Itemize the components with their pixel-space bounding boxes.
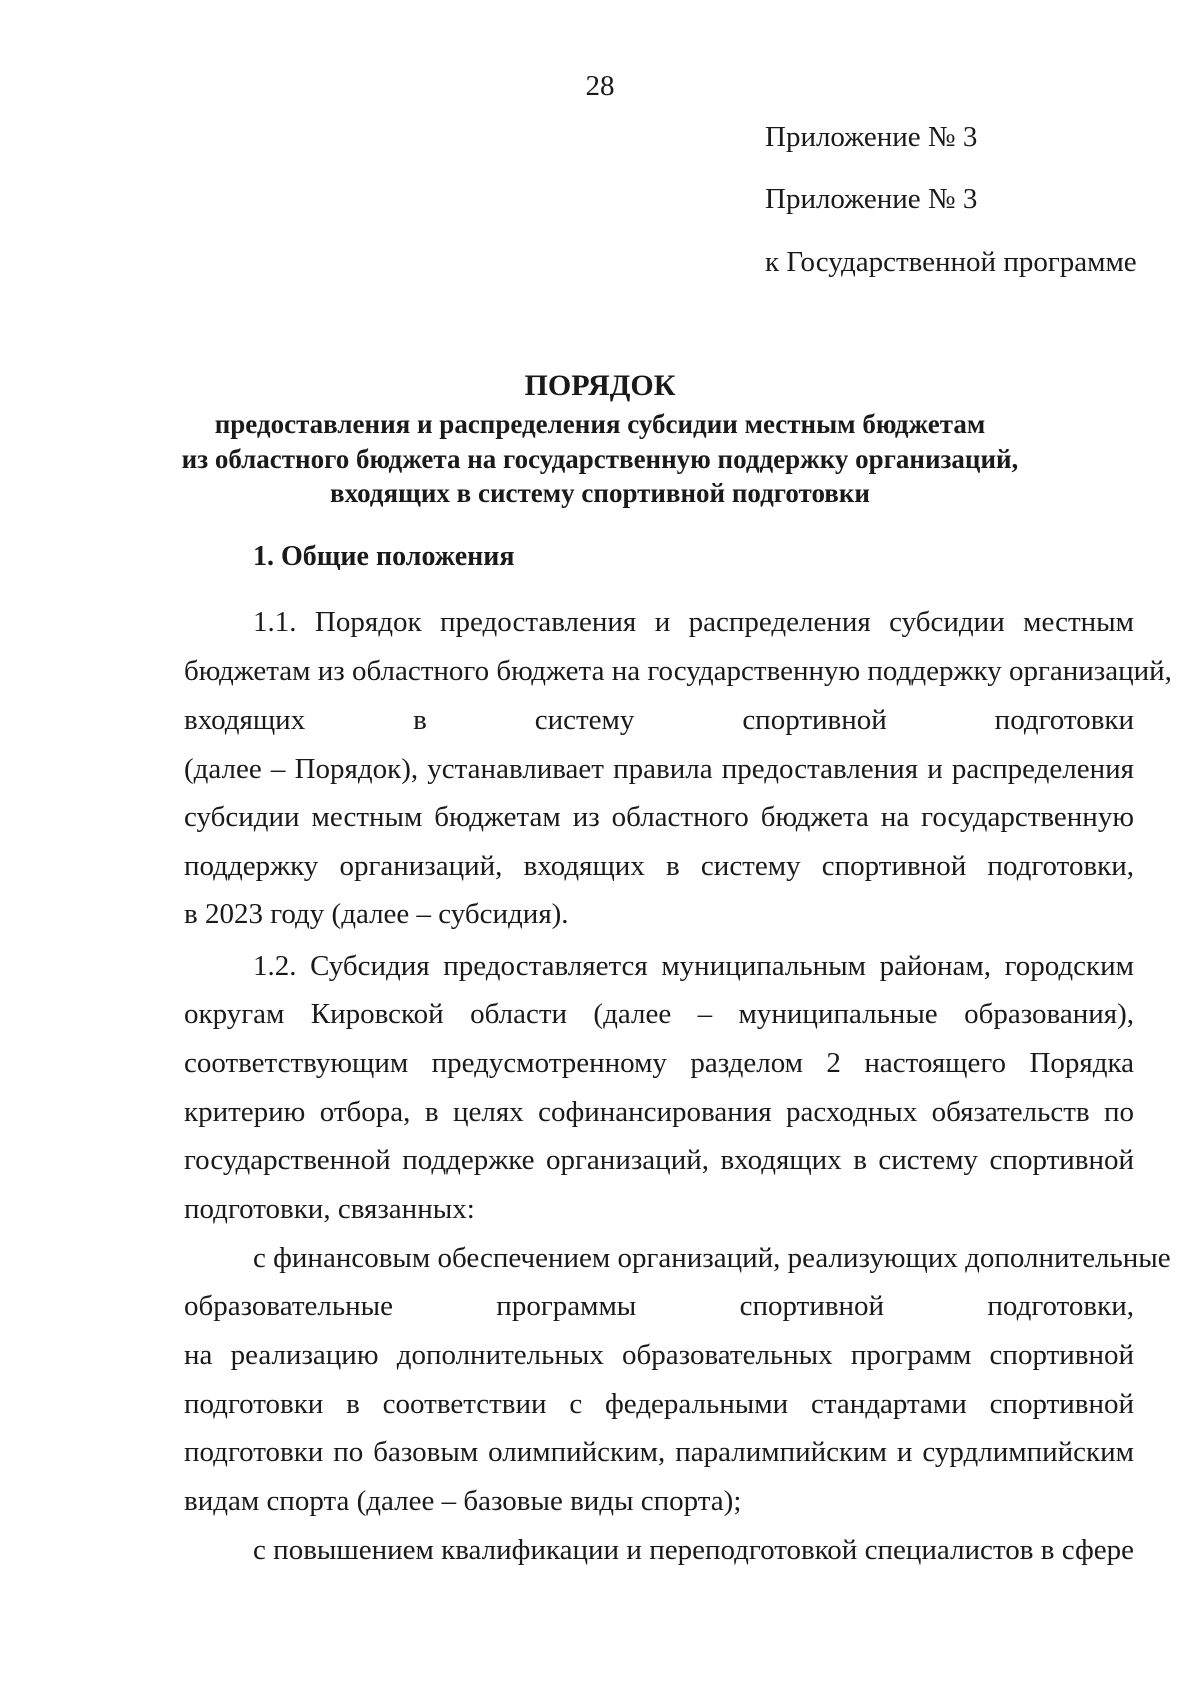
paragraph-line: подготовки в соответствии с федеральными стандартами спортивной [184, 1388, 1134, 1420]
attachment-line-1: Приложение № 3 [765, 121, 978, 153]
paragraph-line: видам спорта (далее – базовые виды спорта); [184, 1485, 742, 1517]
paragraph-line: 1.2. Субсидия предоставляется муниципальным районам, городским [253, 950, 1134, 982]
paragraph-line: с повышением квалификации и переподготовкой специалистов в сфере [253, 1534, 1134, 1566]
paragraph-line: с финансовым обеспечением организаций, реализующих дополнительные [253, 1242, 1171, 1274]
paragraph-line: государственной поддержке организаций, входящих в систему спортивной [184, 1144, 1134, 1176]
paragraph-line: поддержку организаций, входящих в систему спортивной подготовки, [184, 850, 1134, 882]
document-subtitle-line-1: предоставления и распределения субсидии местным бюджетам [214, 409, 986, 439]
paragraph-line: в 2023 году (далее – субсидия). [184, 898, 569, 930]
document-subtitle-line-3: входящих в систему спортивной подготовки [330, 478, 870, 508]
attachment-line-3: к Государственной программе [765, 246, 1137, 278]
document-subtitle-line-2: из областного бюджета на государственную поддержку организаций, [181, 444, 1019, 474]
paragraph-line: субсидии местным бюджетам из областного бюджета на государственную [184, 801, 1134, 833]
paragraph-line: 1.1. Порядок предоставления и распределения субсидии местным [253, 606, 1134, 638]
paragraph-line: округам Кировской области (далее – муниципальные образования), [184, 998, 1134, 1030]
section-heading: 1. Общие положения [253, 541, 515, 572]
page-number: 28 [585, 70, 615, 102]
paragraph-line: бюджетам из областного бюджета на государственную поддержку организаций, [184, 655, 1172, 687]
paragraph-line: на реализацию дополнительных образовательных программ спортивной [184, 1339, 1134, 1371]
paragraph-line: входящих в систему спортивной подготовки [184, 704, 1134, 736]
paragraph-line: критерию отбора, в целях софинансирования расходных обязательств по [184, 1096, 1134, 1128]
paragraph-line: образовательные программы спортивной подготовки, [184, 1290, 1134, 1322]
document-title: ПОРЯДОК [524, 369, 676, 402]
attachment-line-2: Приложение № 3 [765, 183, 978, 215]
paragraph-line: соответствующим предусмотренному разделом 2 настоящего Порядка [184, 1047, 1134, 1079]
paragraph-line: подготовки по базовым олимпийским, паралимпийским и сурдлимпийским [184, 1436, 1134, 1468]
paragraph-line: (далее – Порядок), устанавливает правила предоставления и распределения [184, 753, 1134, 785]
paragraph-line: подготовки, связанных: [184, 1193, 475, 1225]
